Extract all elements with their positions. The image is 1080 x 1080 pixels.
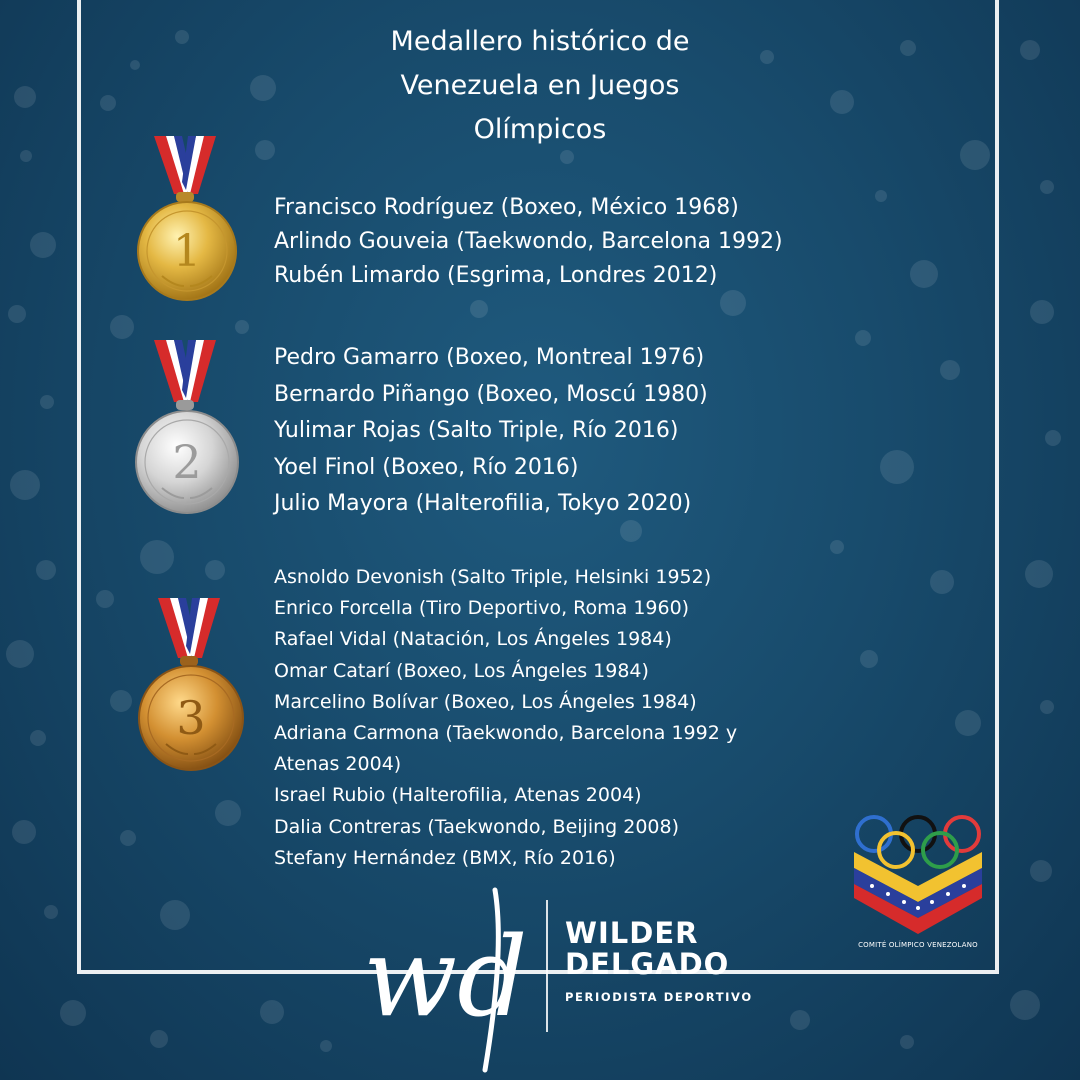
- list-item: Rubén Limardo (Esgrima, Londres 2012): [274, 263, 718, 288]
- list-item: Stefany Hernández (BMX, Río 2016): [274, 846, 616, 869]
- olympic-committee-label: COMITÉ OLÍMPICO VENEZOLANO: [858, 941, 978, 949]
- list-item: Israel Rubio (Halterofilia, Atenas 2004): [274, 784, 642, 807]
- list-item: Marcelino Bolívar (Boxeo, Los Ángeles 1984): [274, 690, 697, 713]
- brand-subtitle: PERIODISTA DEPORTIVO: [565, 990, 753, 1004]
- list-item: Francisco Rodríguez (Boxeo, México 1968): [274, 195, 739, 220]
- list-item: Bernardo Piñango (Boxeo, Moscú 1980): [274, 381, 708, 407]
- bronze-medal-icon: [136, 598, 246, 774]
- gold-medalists-list: [274, 191, 783, 293]
- list-item: Asnoldo Devonish (Salto Triple, Helsinki 1952): [274, 566, 712, 588]
- list-item: Yulimar Rojas (Salto Triple, Río 2016): [274, 418, 679, 443]
- title-line-1: Medallero histórico de: [390, 26, 690, 57]
- list-item: Rafael Vidal (Natación, Los Ángeles 1984): [274, 628, 672, 651]
- list-item: Arlindo Gouveia (Taekwondo, Barcelona 1992): [274, 229, 783, 254]
- silver-medalists-list: [274, 340, 708, 523]
- gold-numeral: 1: [173, 226, 201, 277]
- brand-name: [565, 918, 729, 980]
- list-item: Enrico Forcella (Tiro Deportivo, Roma 1960): [274, 597, 690, 620]
- brand-name-line-1: WILDER: [565, 916, 699, 950]
- list-item: Adriana Carmona (Taekwondo, Barcelona 1992 y: [274, 722, 738, 745]
- wd-monogram-text: wd: [363, 913, 528, 1041]
- list-item: Dalia Contreras (Taekwondo, Beijing 2008): [274, 815, 680, 838]
- silver-numeral: 2: [172, 435, 202, 489]
- gold-medal-icon: [132, 136, 242, 302]
- olympic-committee-logo: [848, 808, 988, 938]
- bronze-numeral: 3: [176, 691, 206, 745]
- list-item: Pedro Gamarro (Boxeo, Montreal 1976): [274, 345, 705, 370]
- list-item: Yoel Finol (Boxeo, Río 2016): [274, 454, 579, 480]
- list-item: Omar Catarí (Boxeo, Los Ángeles 1984): [274, 659, 649, 682]
- list-item: Atenas 2004): [274, 753, 402, 776]
- page-title: [290, 20, 790, 152]
- title-line-3: Olímpicos: [473, 114, 607, 145]
- brand-divider: [546, 900, 548, 1032]
- wd-monogram-logo: [355, 880, 535, 1075]
- list-item: Julio Mayora (Halterofilia, Tokyo 2020): [274, 491, 692, 516]
- title-line-2: Venezuela en Juegos: [400, 70, 680, 101]
- brand-name-line-2: DELGADO: [565, 947, 730, 981]
- silver-medal-icon: [132, 340, 242, 516]
- bronze-medalists-list: [274, 562, 737, 874]
